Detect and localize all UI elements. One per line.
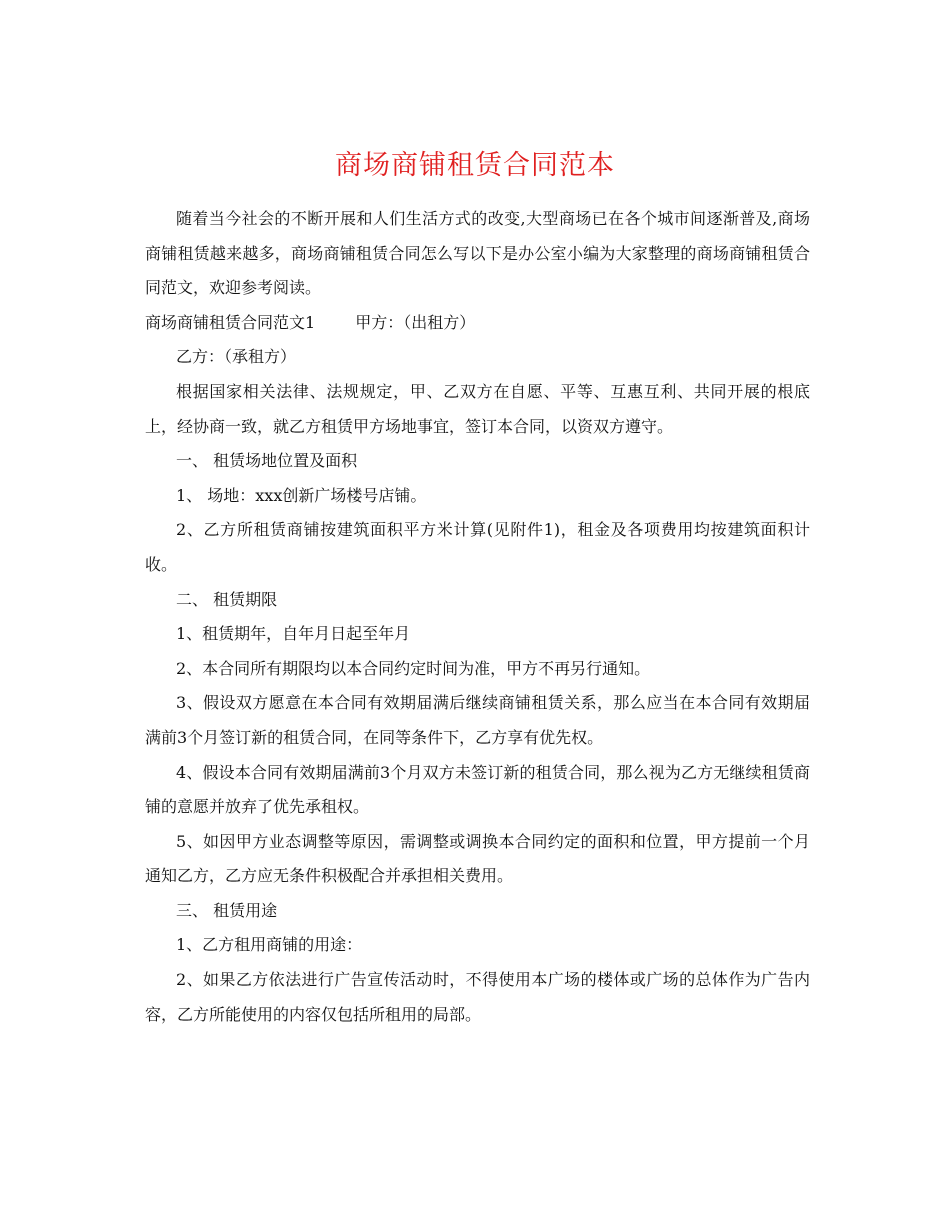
document-body bbox=[145, 202, 810, 1032]
section-heading-1: 一、 租赁场地位置及面积 bbox=[176, 451, 358, 471]
section-heading-2: 二、 租赁期限 bbox=[176, 589, 278, 609]
clause-2-1: 1、租赁期年，自年月日起至年月 bbox=[176, 624, 411, 644]
document-title: 商场商铺租赁合同范本 bbox=[335, 150, 615, 182]
clause-2-3: 3、假设双方愿意在本合同有效期届满后继续商铺租赁关系，那么应当在本合同有效期届满前3个月签订新的租赁合同，在同等条件下，乙方享有优先权。 bbox=[145, 693, 810, 747]
clause-2-5: 5、如因甲方业态调整等原因，需调整或调换本合同约定的面积和位置，甲方提前一个月通知乙方，乙方应无条件积极配合并承担相关费用。 bbox=[145, 831, 810, 886]
clause-3-2: 2、如果乙方依法进行广告宣传活动时，不得使用本广场的楼体或广场的总体作为广告内容，乙方所能使用的内容仅包括所租用的局部。 bbox=[145, 970, 810, 1024]
clause-2-2: 2、本合同所有期限均以本合同约定时间为准，甲方不再另行通知。 bbox=[176, 658, 651, 678]
party-a-label: 甲方：（出租方） bbox=[355, 312, 476, 332]
clause-3-1: 1、乙方租用商铺的用途： bbox=[176, 935, 363, 955]
sample-heading: 商场商铺租赁合同范文1 bbox=[145, 312, 316, 332]
clause-1-2: 2、乙方所租赁商铺按建筑面积平方米计算(见附件1)，租金及各项费用均按建筑面积计收。 bbox=[145, 520, 810, 574]
clause-1-1: 1、 场地：xxx创新广场楼号店铺。 bbox=[176, 485, 427, 505]
party-b-label: 乙方：（承租方） bbox=[176, 347, 297, 367]
section-heading-3: 三、 租赁用途 bbox=[176, 900, 278, 920]
intro-paragraph: 随着当今社会的不断开展和人们生活方式的改变,大型商场已在各个城市间逐渐普及,商场商铺租赁越来越多，商场商铺租赁合同怎么写以下是办公室小编为大家整理的商场商铺租赁合同范文，欢迎参考阅读。 bbox=[145, 209, 810, 298]
sample-heading-line bbox=[145, 306, 810, 341]
preamble-paragraph: 根据国家相关法律、法规规定，甲、乙双方在自愿、平等、互惠互利、共同开展的根底上，经协商一致，就乙方租赁甲方场地事宜，签订本合同，以资双方遵守。 bbox=[145, 381, 810, 436]
clause-2-4: 4、假设本合同有效期届满前3个月双方未签订新的租赁合同，那么视为乙方无继续租赁商铺的意愿并放弃了优先承租权。 bbox=[145, 762, 810, 817]
